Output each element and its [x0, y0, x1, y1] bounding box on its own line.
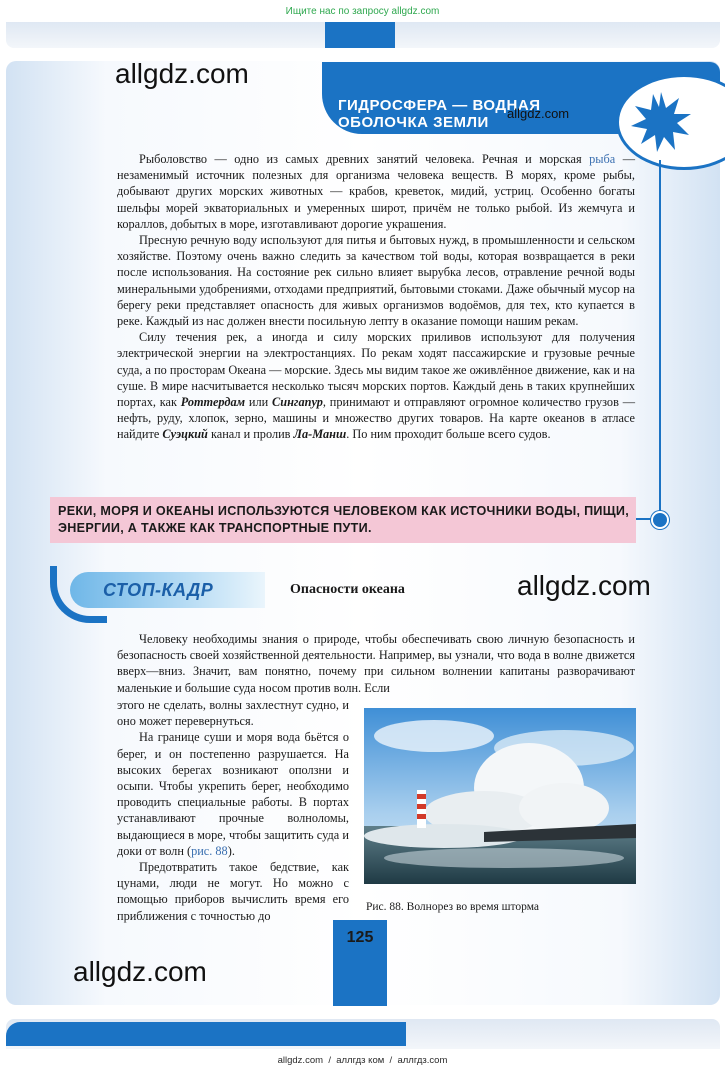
key-statement: РЕКИ, МОРЯ И ОКЕАНЫ ИСПОЛЬЗУЮТСЯ ЧЕЛОВЕКОМ КАК ИСТОЧНИКИ ВОДЫ, ПИЩИ, ЭНЕРГИИ, А ТАКЖЕ КАК ТРАНСПОРТНЫЕ ПУТИ.	[58, 504, 630, 535]
bottom-link[interactable]: allgdz.com	[277, 1055, 324, 1066]
paragraph-ocean-safety-tail: этого не сделать, волны захлестнут судно, и оно может перевернуться.	[117, 698, 349, 729]
figure-ref-link[interactable]: рис. 88	[191, 843, 228, 858]
stop-frame-label: СТОП-КАДР	[103, 580, 214, 600]
watermark: allgdz.com	[517, 570, 651, 601]
bottom-links	[0, 1055, 725, 1066]
bottom-link[interactable]: аллгдз.com	[397, 1055, 448, 1066]
star-icon	[629, 90, 693, 154]
paragraph-fishing: Рыболовство — одно из самых древних занятий человека. Речная и морская рыба — незаменимый источник полезных для организма человека веществ. В морях, кроме рыбы, добывают других морских животных — крабов, креветок, мидий, устриц. Особенно богаты шельфы морей экваториальных и умеренных широт, причём не только рыбой. Из жемчуга и кораллов, добытых в море, изготавливают дорогие украшения.	[117, 152, 636, 231]
link-separator: /	[328, 1055, 331, 1066]
link-separator: /	[389, 1055, 393, 1066]
main-text-block	[117, 151, 635, 443]
side-text-block	[117, 697, 349, 924]
paragraph-transport: Силу течения рек, а иногда и силу морских приливов используют для получения электрической энергии на электростанциях. По рекам ходят пассажирские и грузовые речные суда, а по просторам Океана — морские. Здесь мы видим такое же оживлённое движение, как и на суше. В мире насчитывается несколько тысяч морских портов. Каждый день в таких крупнейших портах, как Роттердам или Сингапур, принимают и отправляют огромное количество грузов — нефть, руду, хлопок, зерно, машины и множество других товаров. На карте океанов в атласе найдите Суэцкий канал и пролив Ла-Манш. По ним проходит больше всего судов.	[117, 330, 635, 442]
watermark: allgdz.com	[507, 106, 570, 121]
chapter-title-line2: ОБОЛОЧКА ЗЕМЛИ	[338, 114, 489, 131]
paragraph-tsunami: Предотвратить такое бедствие, как цунами, люди не могут. Но можно с помощью приборов вычислить время его приближения с точностью до	[117, 860, 349, 923]
margin-dot	[651, 511, 669, 529]
bottom-link[interactable]: аллгдз ком	[336, 1055, 385, 1066]
paragraph-ocean-safety: Человеку необходимы знания о природе, чтобы обеспечивать свою личную безопасность и безопасность своей хозяйственной деятельности. Например, вы узнали, что вода в волне движется вверх—вниз. Значит, вам понятно, почему при сильном волнении капитаны разворачивают маленькие и большие суда носом против волн. Если	[117, 632, 635, 695]
term-link-fish[interactable]: рыба	[589, 152, 616, 166]
breakwater-storm-photo	[364, 708, 636, 884]
margin-line	[659, 160, 661, 520]
previous-page-tab	[325, 22, 395, 48]
page-number: 125	[346, 929, 374, 946]
watermark: allgdz.com	[73, 956, 207, 987]
paragraph-fresh-water: Пресную речную воду используют для питья и бытовых нужд, в промышленности и сельском хозяйстве. Поэтому очень важно следить за качеством той воды, которая возвращается в реки после использования. На состояние рек сильно влияет вырубка лесов, отравление речной воды минеральными удобрениями, отходами предприятий, бытовыми стоками. Даже обычный мусор на берегу реки представляет опасность для живых организмов водоёмов, для тех, кто купается в реке. Каждый из нас должен внести посильную лепту в оказание помощи нашим рекам.	[117, 233, 635, 329]
watermark: allgdz.com	[115, 58, 249, 89]
chapter-title-line1: ГИДРОСФЕРА — ВОДНАЯ	[338, 97, 541, 114]
top-banner[interactable]: Ищите нас по запросу allgdz.com	[285, 6, 440, 17]
paragraph-breakwaters: На границе суши и моря вода бьётся о берег, и он постепенно разрушается. На высоких берегах возникают оползни и осыпи. Чтобы укрепить берег, необходимо проводить специальные работы. В портах устанавливают прочные волноломы, выдающиеся в море, чтобы защитить суда и доки от волн (рис. 88).	[117, 730, 349, 858]
section-title: Опасности океана	[290, 582, 405, 597]
next-page-tab	[6, 1022, 406, 1046]
figure-caption: Рис. 88. Волнорез во время шторма	[366, 901, 540, 913]
